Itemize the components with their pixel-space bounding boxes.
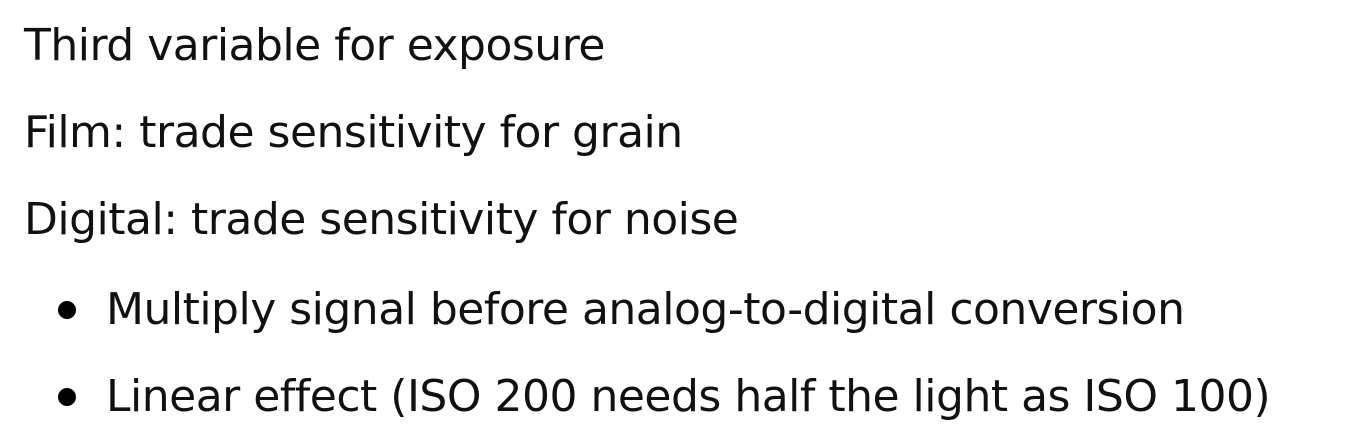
bullet-text: Linear effect (ISO 200 needs half the light as ISO 100) xyxy=(106,371,1271,422)
text-line: Film: trade sensitivity for grain xyxy=(24,107,683,158)
text-line: Digital: trade sensitivity for noise xyxy=(24,194,739,245)
bullet-dot-icon xyxy=(58,388,76,406)
bullet-item xyxy=(58,284,1184,336)
bullet-text: Multiply signal before analog-to-digital conversion xyxy=(106,284,1185,335)
text-line: Third variable for exposure xyxy=(24,20,605,71)
bullet-item xyxy=(58,371,1270,423)
bullet-dot-icon xyxy=(58,301,76,319)
